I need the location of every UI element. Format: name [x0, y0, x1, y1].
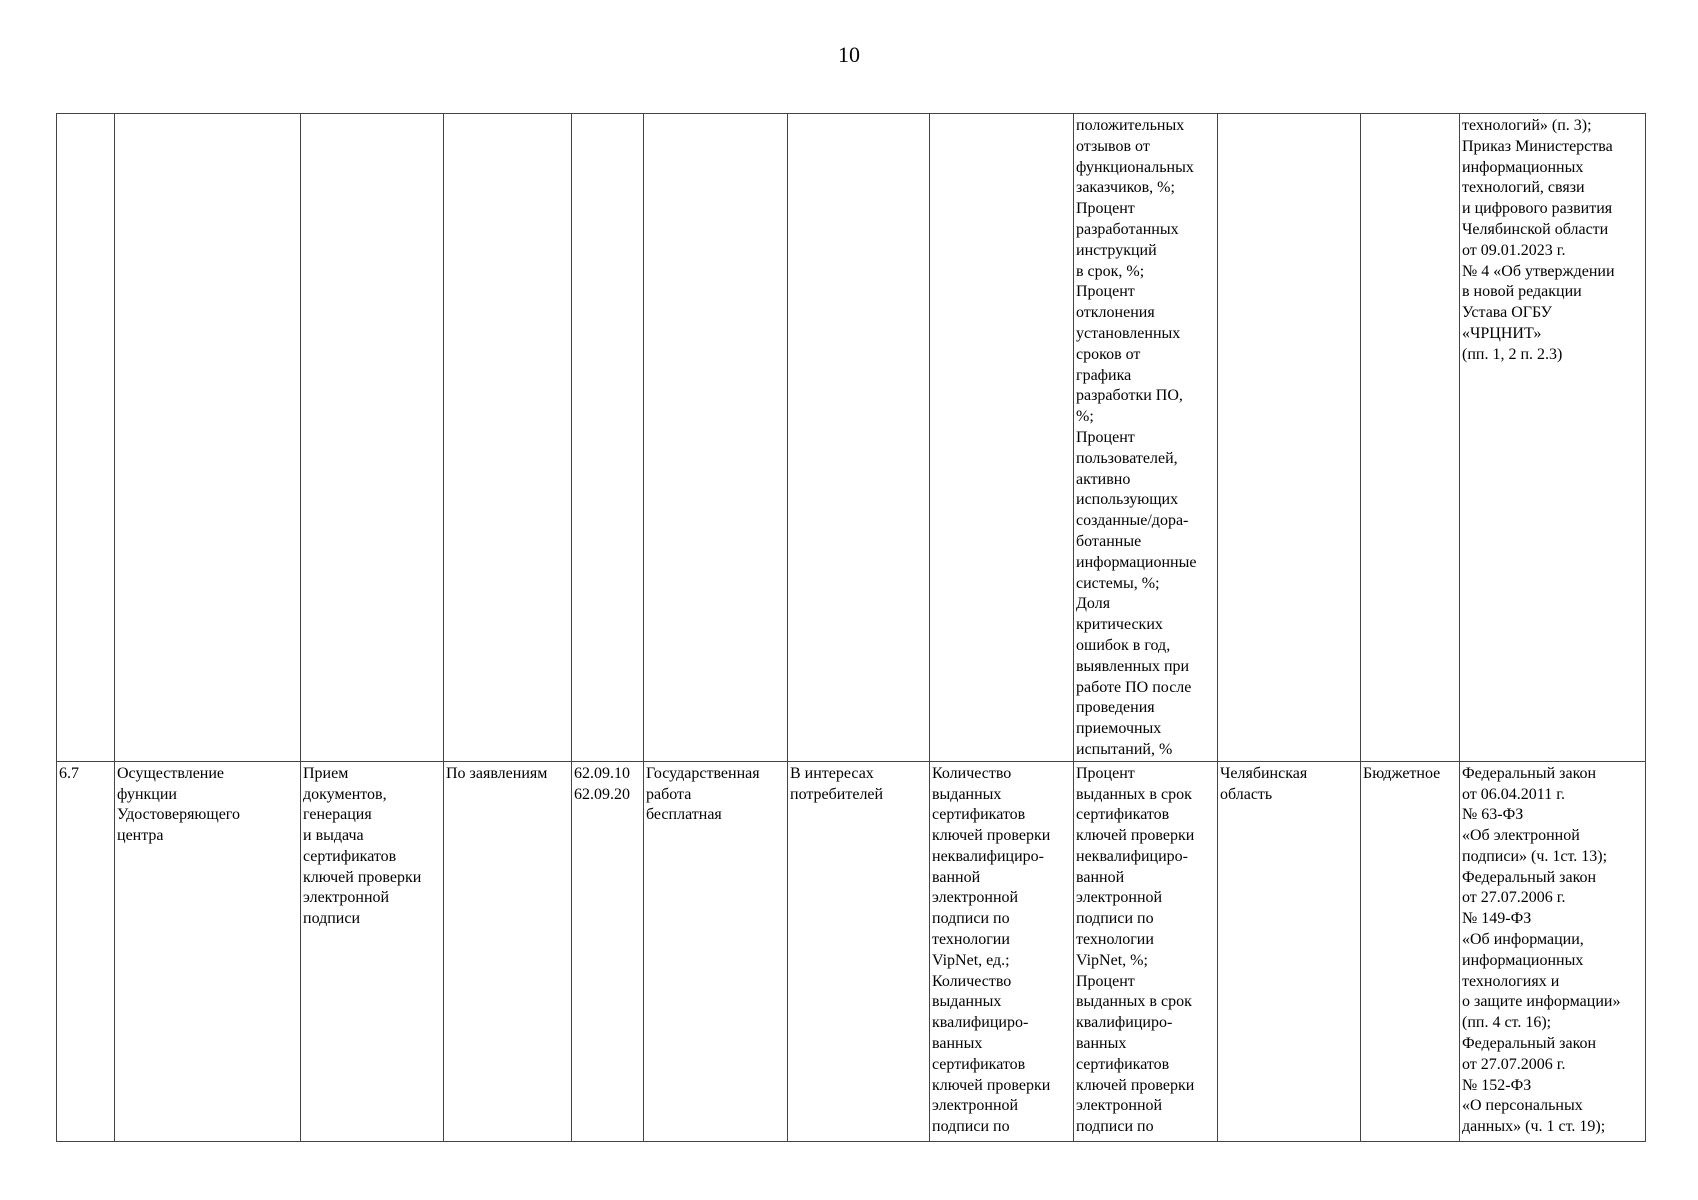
cell-content [301, 114, 444, 762]
cell-consumers [788, 114, 930, 762]
cell-service-name [115, 114, 301, 762]
cell-number: 6.7 [57, 761, 115, 1141]
cell-okved [572, 114, 644, 762]
cell-volume-indicator: Количество выданных сертификатов ключей проверки неквалифициро- ванной электронной подписи по технологии VipNet, ед.; Количество выданных квалифициро- ванных сертификатов ключей проверки электронной подписи по [930, 761, 1074, 1141]
cell-location: Челябинская область [1218, 761, 1361, 1141]
cell-okved: 62.09.10 62.09.20 [572, 761, 644, 1141]
cell-volume-indicator [930, 114, 1074, 762]
cell-quality-indicator: положительных отзывов от функциональных заказчиков, %; Процент разработанных инструкций в срок, %; Процент отклонения установленных сроков от графика разработки ПО, %; Процент пользователей, активно использующих созданные/дора- ботанные информационные системы, %; Доля критических ошибок в год, выявленных при работе ПО после проведения приемочных испытаний, % [1074, 114, 1218, 762]
page-number: 10 [838, 42, 860, 67]
cell-conditions: По заявлениям [444, 761, 572, 1141]
cell-legal-basis: технологий» (п. 3); Приказ Министерства информационных технологий, связи и цифрового развития Челябинской области от 09.01.2023 г. № 4 «Об утверждении в новой редакции Устава ОГБУ «ЧРЦНИТ» (пп. 1, 2 п. 2.3) [1460, 114, 1646, 762]
cell-number [57, 114, 115, 762]
cell-type [644, 114, 788, 762]
cell-consumers: В интересах потребителей [788, 761, 930, 1141]
cell-quality-indicator: Процент выданных в срок сертификатов ключей проверки неквалифициро- ванной электронной подписи по технологии VipNet, %; Процент выданных в срок квалифициро- ванных сертификатов ключей проверки электронной подписи по [1074, 761, 1218, 1141]
cell-content: Прием документов, генерация и выдача сертификатов ключей проверки электронной подписи [301, 761, 444, 1141]
cell-legal-basis: Федеральный закон от 06.04.2011 г. № 63-ФЗ «Об электронной подписи» (ч. 1ст. 13); Федеральный закон от 27.07.2006 г. № 149-ФЗ «Об информации, информационных технологиях и о защите информации» (пп. 4 ст. 16); Федеральный закон от 27.07.2006 г. № 152-ФЗ «О персональных данных» (ч. 1 ст. 19); [1460, 761, 1646, 1141]
table-row [57, 761, 1646, 1141]
cell-type: Государственная работа бесплатная [644, 761, 788, 1141]
cell-location [1218, 114, 1361, 762]
cell-funding [1361, 114, 1460, 762]
cell-conditions [444, 114, 572, 762]
table-row [57, 114, 1646, 762]
cell-funding: Бюджетное [1361, 761, 1460, 1141]
cell-service-name: Осуществление функции Удостоверяющего центра [115, 761, 301, 1141]
services-table [56, 113, 1646, 1142]
